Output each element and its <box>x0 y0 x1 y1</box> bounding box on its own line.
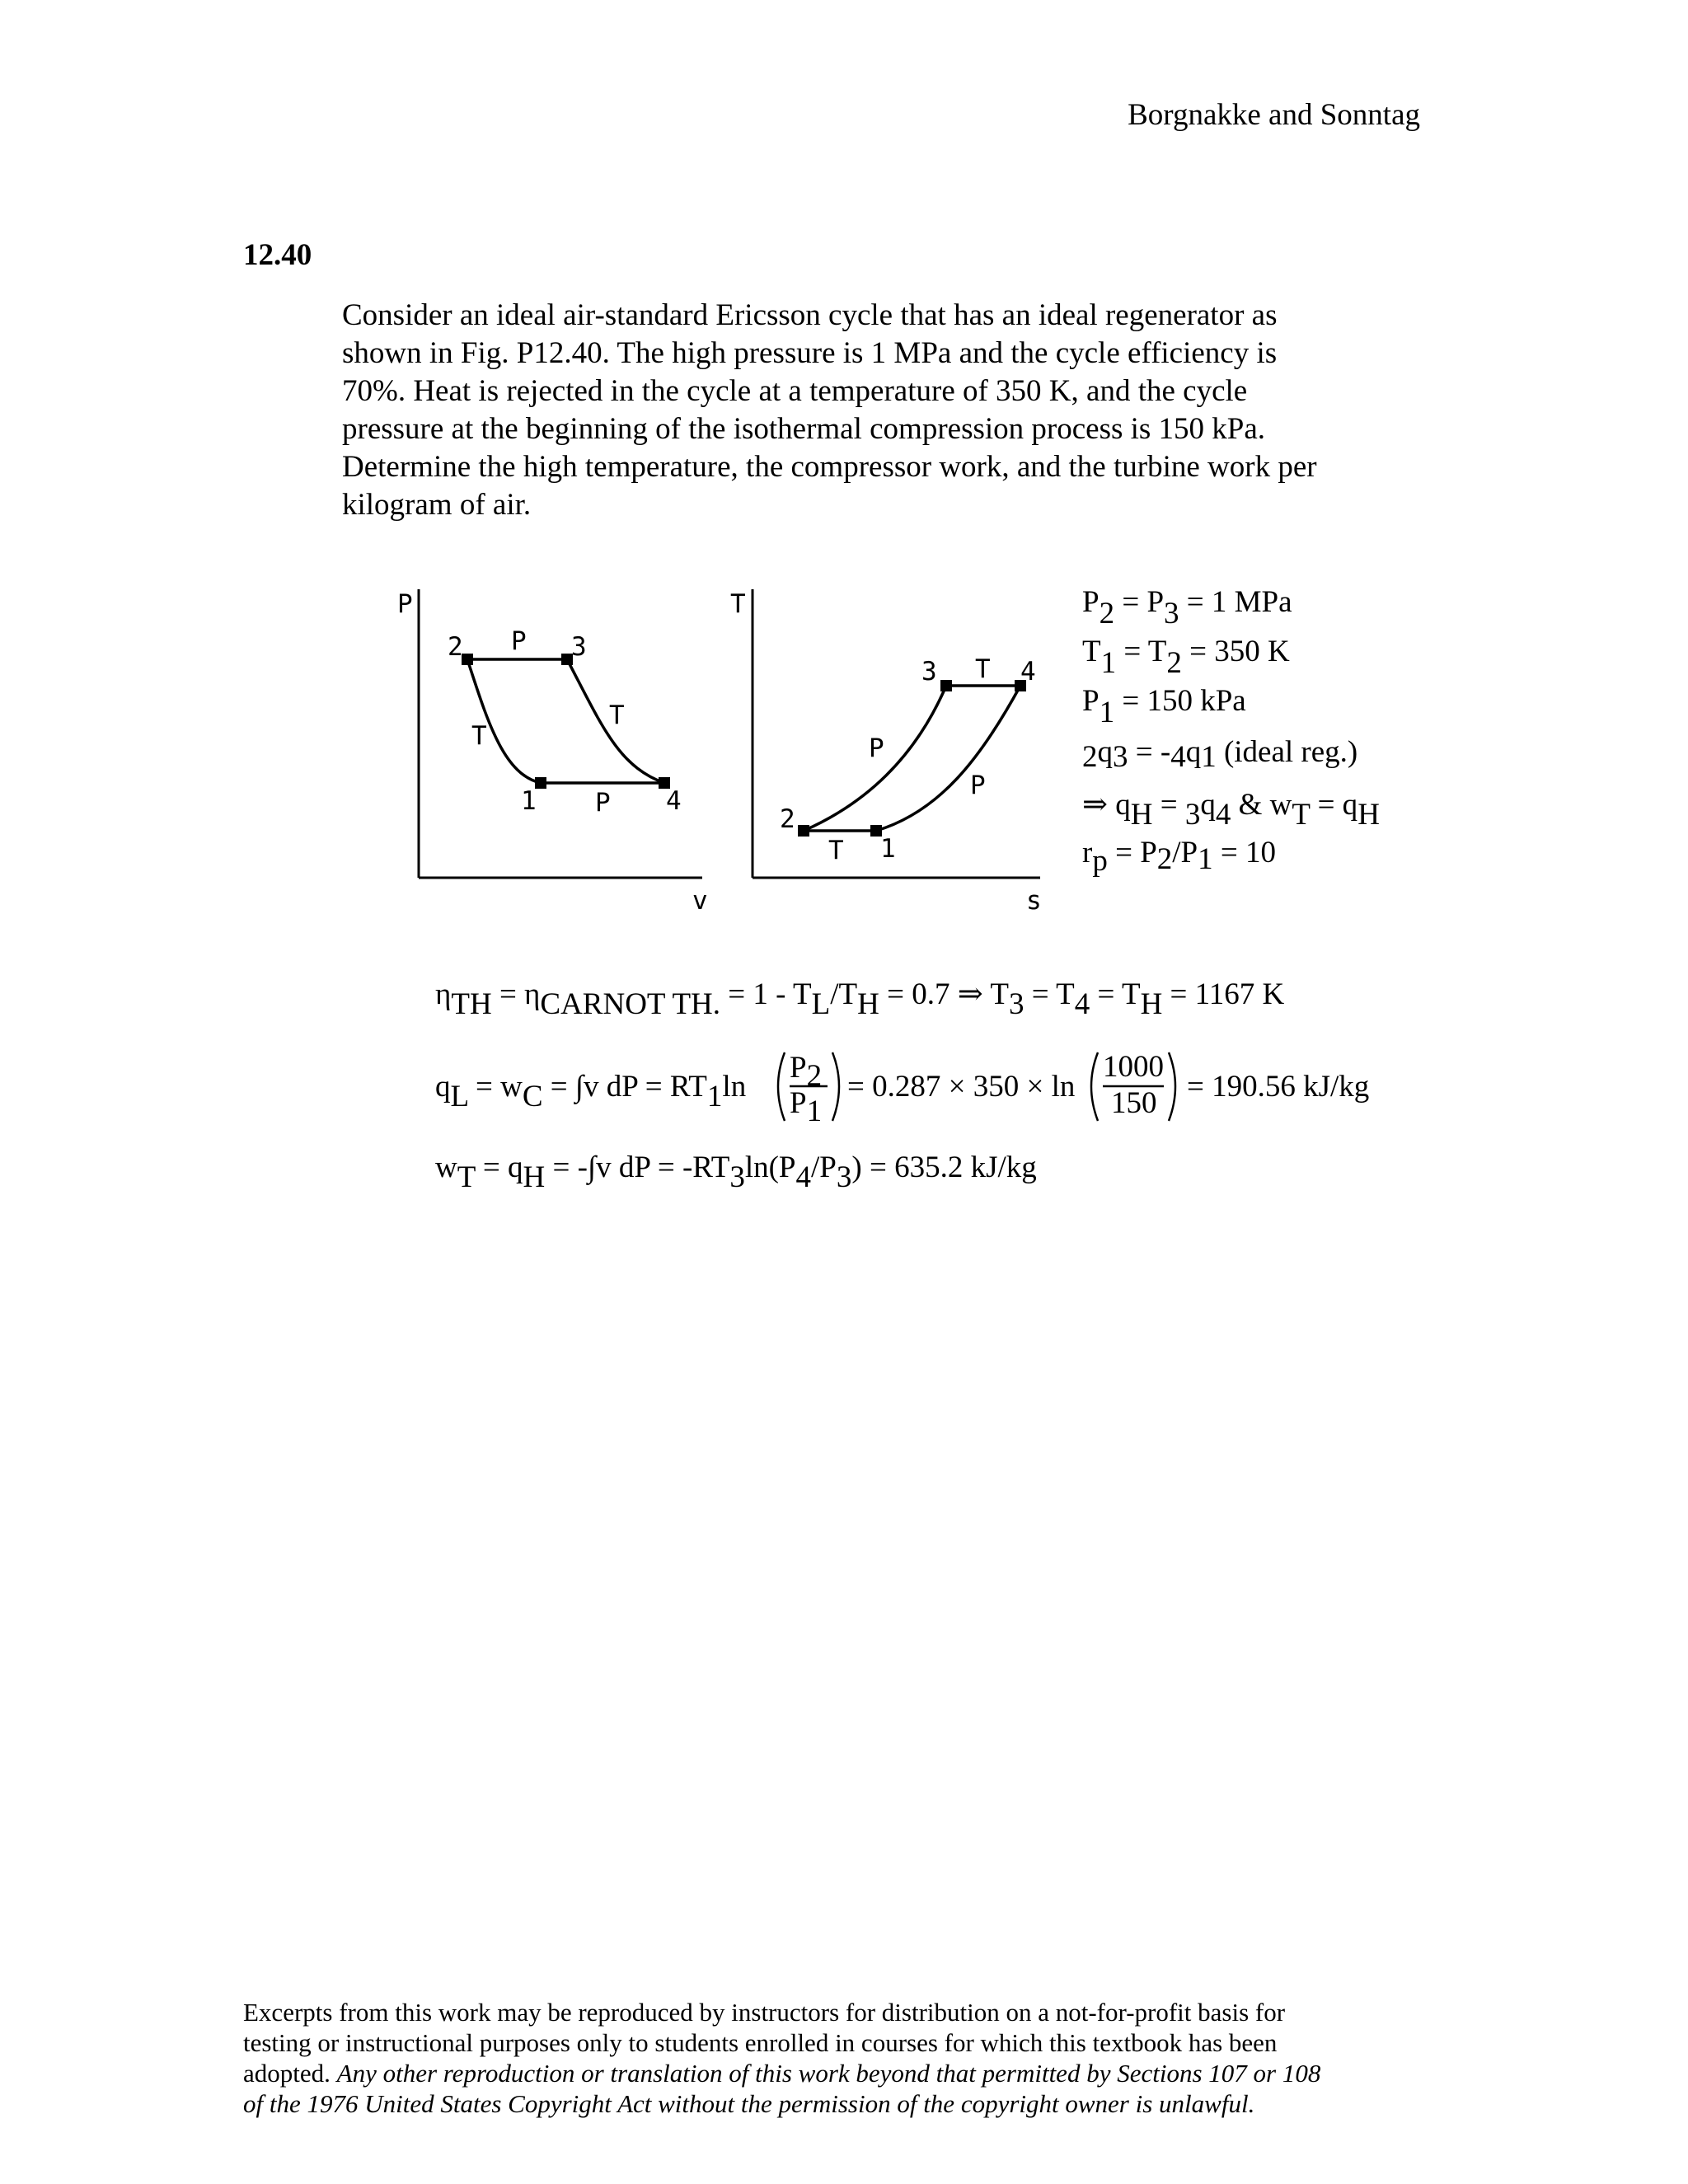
integral-sign: ∫ <box>574 1070 584 1104</box>
frac2-denominator: 150 <box>1111 1086 1157 1120</box>
pv-x-axis-label: v <box>692 886 708 916</box>
left-paren <box>778 1052 785 1121</box>
ts-state-2-label: 2 <box>780 804 795 834</box>
pv-process-label-top: P <box>511 626 527 656</box>
pv-state-3-label: 3 <box>571 632 587 662</box>
footer-line: of the 1976 United States Copyright Act without the permission of the copyright owner is unlawful. <box>243 2089 1255 2118</box>
given-data <box>1082 585 1380 878</box>
right-paren <box>832 1052 839 1121</box>
left-paren-2 <box>1091 1052 1098 1121</box>
given-line-1: P2 = P3 = 1 MPa <box>1082 585 1292 630</box>
pv-process-label-right: T <box>609 701 625 730</box>
solution <box>435 977 1369 1194</box>
turbine-work-equation: wT = qH = -∫v dP = -RT3ln(P4/P3) = 635.2 kJ/kg <box>435 1151 1037 1194</box>
ts-y-axis-label: T <box>730 589 746 619</box>
problem-line: kilogram of air. <box>342 488 532 522</box>
footer-line: testing or instructional purposes only to students enrolled in courses for which this textbook has been <box>243 2028 1278 2057</box>
efficiency-equation: ηTH = ηCARNOT TH. = 1 - TL/TH = 0.7 ⇒ T3 = T4 = TH = 1167 K <box>435 977 1285 1021</box>
ts-diagram <box>730 589 1042 916</box>
pv-process-label-left: T <box>471 721 487 751</box>
pv-state-2-label: 2 <box>448 632 463 662</box>
compressor-work-result: 190.56 kJ/kg <box>1212 1070 1370 1104</box>
ts-x-axis-label: s <box>1026 886 1042 916</box>
given-line-4: 2q3 = -4q1 (ideal reg.) <box>1082 735 1358 774</box>
problem-line: 70%. Heat is rejected in the cycle at a temperature of 350 K, and the cycle <box>342 374 1248 408</box>
ts-process-label-top: T <box>975 654 991 684</box>
footer-italic-text: Any other reproduction or translation of this work beyond that permitted by Sections 107 or 108 <box>336 2059 1321 2088</box>
turbine-work-result: 635.2 kJ/kg <box>894 1151 1037 1184</box>
problem-line: shown in Fig. P12.40. The high pressure is 1 MPa and the cycle efficiency is <box>342 336 1278 370</box>
given-line-5: ⇒ qH = 3q4 & wT = qH <box>1082 788 1380 832</box>
frac-denominator: P1 <box>790 1086 823 1128</box>
ts-process-label-right: P <box>970 771 986 800</box>
right-paren-2 <box>1169 1052 1175 1121</box>
problem-line: pressure at the beginning of the isothermal compression process is 150 kPa. <box>342 412 1266 446</box>
footer-plain-text: adopted. <box>243 2059 337 2088</box>
given-line-3: P1 = 150 kPa <box>1082 684 1246 729</box>
ts-state-4-label: 4 <box>1020 657 1036 687</box>
ts-process-label-left: P <box>869 733 884 763</box>
problem-line: Consider an ideal air-standard Ericsson cycle that has an ideal regenerator as <box>342 298 1278 332</box>
footer-line <box>243 2058 1447 2088</box>
ts-state-1-label: 1 <box>880 834 896 864</box>
pv-state-1-label: 1 <box>521 786 537 816</box>
problem-number: 12.40 <box>243 238 312 272</box>
given-line-2: T1 = T2 = 350 K <box>1082 635 1290 680</box>
high-temperature-result: 1167 K <box>1194 977 1285 1011</box>
ts-process-1-4 <box>876 686 1020 831</box>
ts-process-label-bottom: T <box>828 836 844 865</box>
pv-state-2-marker <box>462 654 473 665</box>
integral-sign: ∫ <box>587 1151 597 1184</box>
problem-line: Determine the high temperature, the compressor work, and the turbine work per <box>342 450 1317 484</box>
frac2-numerator: 1000 <box>1103 1050 1164 1084</box>
pv-y-axis-label: P <box>397 589 413 619</box>
pv-process-label-bottom: P <box>595 788 611 818</box>
pv-diagram <box>397 589 708 916</box>
frac-numerator: P2 <box>790 1051 823 1093</box>
eq2-left: qL = wC = ∫v dP = RT1ln <box>435 1070 747 1113</box>
compressor-work-equation <box>435 1050 1369 1128</box>
ts-state-3-label: 3 <box>921 657 937 687</box>
eq2-mid: = 0.287 × 350 × ln <box>847 1070 1076 1104</box>
ts-state-2-marker <box>798 825 809 837</box>
pv-state-1-marker <box>535 777 546 789</box>
pv-state-4-label: 4 <box>666 786 682 816</box>
copyright-footer <box>243 1997 1447 2119</box>
header-author: Borgnakke and Sonntag <box>1128 98 1420 132</box>
footer-line: Excerpts from this work may be reproduced by instructors for distribution on a not-for-profit basis for <box>243 1998 1286 2027</box>
eq2-right: = 190.56 kJ/kg <box>1187 1070 1370 1104</box>
given-line-6: rp = P2/P1 = 10 <box>1082 836 1277 878</box>
ts-state-3-marker <box>940 680 952 691</box>
